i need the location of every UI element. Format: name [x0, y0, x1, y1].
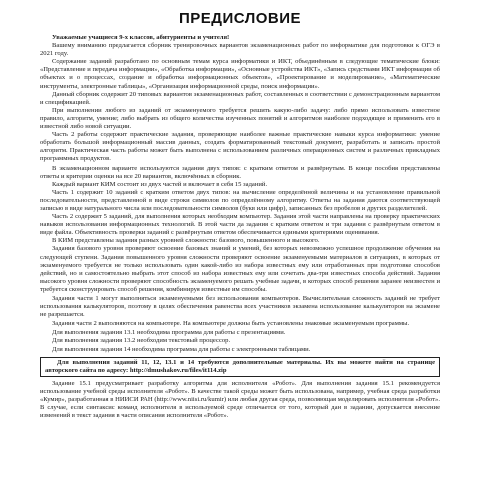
- paragraph: Содержание заданий разработано по основным темам курса информатики и ИКТ, объединённым в следующие тематические блоки: «Представление и передача информации», «Обработка информации», «Основные устройства ИКТ», «Запись средствами ИКТ информации об объектах и о процессах, создание и обработка информационных объектов», «Проектирование и моделирование», «Математические инструменты, электронные таблицы», «Организация информационной среды, поиск информации».: [40, 58, 440, 90]
- paragraph: Часть 2 работы содержит практические задания, проверяющие наиболее важные практические навыки курса информатики: умение обработать большой информационный массив данных, создать форматированный текстовый документ, разработать и записать простой алгоритм. Практическая часть работы может быть выполнена с использованием различных операционных систем и различных прикладных программных продуктов.: [40, 131, 440, 163]
- paragraph: Данный сборник содержит 20 типовых вариантов экзаменационных работ, составленных в соответствии с демонстрационным вариантом и спецификацией.: [40, 90, 440, 106]
- document-body: [40, 34, 440, 478]
- paragraph: Для выполнения задания 13.1 необходима программа для работы с презентациями.: [52, 329, 286, 337]
- page-title: ПРЕДИСЛОВИЕ: [178, 10, 302, 27]
- paragraph: Для выполнения задания 14 необходима программа для работы с электронными таблицами.: [52, 345, 311, 353]
- materials-notice-box: [40, 357, 440, 377]
- paragraph: Для выполнения задания 13.2 необходим текстовый процессор.: [52, 337, 231, 345]
- paragraph: В экзаменационном варианте используются задания двух типов: с кратким ответом и развёрнутым. В конце пособия представлены ответы и критерии оценки на все 20 вариантов, включённых в сборник.: [40, 164, 440, 180]
- paragraph: Задания части 1 могут выполняться экзаменуемыми без использования компьютеров. Вычислительная сложность заданий не требует использования калькуляторов, поэтому в целях обеспечения равенства всех участников экзамена использование калькуляторов на экзамене не разрешается.: [40, 295, 440, 319]
- greeting-line: Уважаемые учащиеся 9-х классов, абитуриенты и учителя!: [52, 34, 230, 41]
- paragraph: При выполнении любого из заданий от экзаменуемого требуется решить какую-либо задачу: либо прямо использовать известное правило, алгоритм, умение; либо выбрать из общего количества изученных понятий и алгоритмов наиболее подходящее и применить его в известной либо новой ситуации.: [40, 106, 440, 131]
- paragraph: Каждый вариант КИМ состоит из двух частей и включает в себя 15 заданий.: [52, 180, 268, 188]
- paragraph: Часть 1 содержит 10 заданий с кратким ответом двух типов: на вычисление определённой величины и на установление правильной последовательности, представленной в виде строки символов по определённому алгоритму. Ответы на задания даются соответствующей записью в виде натурального числа или последовательности символов (букв или цифр), записанных без пробелов и других разделителей.: [40, 188, 440, 212]
- paragraph: Вашему вниманию предлагается сборник тренировочных вариантов экзаменационных работ по информатике для подготовки к ОГЭ в 2021 году.: [40, 42, 440, 58]
- paragraph: В КИМ представлены задания разных уровней сложности: базового, повышенного и высокого.: [52, 237, 320, 245]
- paragraph: Часть 2 содержит 5 заданий, для выполнения которых необходим компьютер. Задания этой части направлены на проверку практических навыков использования информационных технологий. В этой части да задания с кратким ответом и три задания с развёрнутым ответом в виде файла. Объективность проверки заданий с развёрнутым ответом обеспечивается едиными критериями оценивания.: [40, 213, 440, 237]
- paragraph: Задания части 2 выполняются на компьютере. На компьютере должны быть установлены знакомые экзаменуемым программы.: [52, 320, 410, 328]
- paragraph: Задания базового уровня проверяют освоение базовых знаний и умений, без которых невозможно успешное продолжение обучения на следующей ступени. Задания повышенного уровня сложности проверяют освоение экзаменуемыми материалов в ситуациях, в которых от экзаменуемого требуется не только использовать один какой-либо из набора известных ему или отработанных при подготовке способов действий, но и самостоятельно выбрать этот способ из набора известных ему или сочетать два-три известных способа действий. Задания высокого уровня сложности проверяют способность экзаменуемого решать учебные задачи, в которых способ решения заранее неизвестен и требуется сконструировать способ решения, комбинируя известные им способы.: [40, 245, 440, 293]
- paragraph: Задание 15.1 предусматривает разработку алгоритма для исполнителя «Робот». Для выполнения задания 15.1 рекомендуется использование учебной среды исполнителя «Робот». В качестве такой среды может быть использована, например, учебная среда разработки «Кумир», разработанная в НИИСИ РАН (http://www.niisi.ru/kumir) или любая другая среда, позволяющая моделировать исполнителя «Робот». В случае, если синтаксис команд исполнителя в используемой среде отличается от того, который дан в задании, допускается внесение изменений в текст задания в части описания исполнителя «Робот».: [40, 379, 440, 420]
- materials-notice-text: Для выполнения заданий 11, 12, 13.1 и 14 требуются дополнительные материалы. Их вы можете найти на странице авторского сайта по адресу: http://dmushakov.ru/files/it114.zip: [45, 358, 435, 374]
